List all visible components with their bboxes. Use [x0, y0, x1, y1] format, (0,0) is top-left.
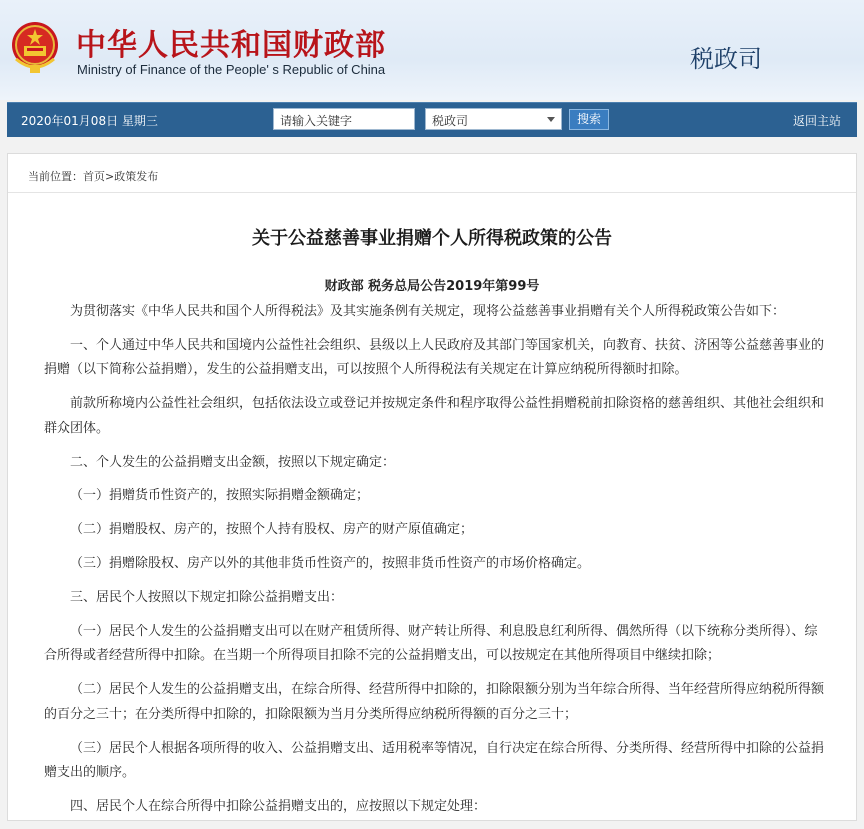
ministry-name-en: Ministry of Finance of the People' s Republic of China — [77, 62, 386, 77]
paragraph: 三、居民个人按照以下规定扣除公益捐赠支出： — [70, 590, 344, 606]
paragraph: （二）捐赠股权、房产的，按照个人持有股权、房产的财产原值确定； — [70, 522, 474, 538]
chevron-down-icon — [547, 117, 555, 122]
breadcrumb-divider — [8, 192, 856, 193]
paragraph: 二、个人发生的公益捐赠支出金额，按照以下规定确定： — [70, 454, 396, 470]
paragraph: （三）捐赠除股权、房产以外的其他非货币性资产的，按照非货币性资产的市场价格确定。 — [70, 556, 591, 572]
article-body — [44, 300, 824, 829]
paragraph: 为贯彻落实《中华人民共和国个人所得税法》及其实施条例有关规定，现将公益慈善事业捐赠有关个人所得税政策公告如下： — [70, 304, 786, 319]
search-button[interactable]: 搜索 — [569, 109, 609, 130]
paragraph: 一、个人通过中华人民共和国境内公益性社会组织、县级以上人民政府及其部门等国家机关，向教育、扶贫、济困等公益慈善事业的捐赠（以下简称公益捐赠），发生的公益捐赠支出，可以按照个人所得税法有关规定在计算应纳税所得额时扣除。 — [44, 337, 825, 378]
department-select[interactable] — [425, 108, 562, 130]
department-select-value: 税政司 — [432, 114, 469, 128]
department-name: 税政司 — [690, 45, 762, 73]
paragraph: 前款所称境内公益性社会组织，包括依法设立或登记并按规定条件和程序取得公益性捐赠税前扣除资格的慈善组织、其他社会组织和群众团体。 — [44, 396, 825, 436]
breadcrumb[interactable]: 当前位置：首页>政策发布 — [28, 170, 159, 183]
article-title: 关于公益慈善事业捐赠个人所得税政策的公告 — [252, 228, 612, 249]
top-nav-bar — [7, 102, 857, 137]
document-number: 财政部 税务总局公告2019年第99号 — [324, 279, 540, 294]
search-input[interactable]: 请输入关键字 — [273, 108, 415, 130]
paragraph: （三）居民个人根据各项所得的收入、公益捐赠支出、适用税率等情况，自行决定在综合所得、分类所得、经营所得中扣除的公益捐赠支出的顺序。 — [44, 740, 825, 781]
return-main-site-link[interactable]: 返回主站 — [792, 114, 841, 128]
ministry-name-cn: 中华人民共和国财政部 — [76, 28, 386, 63]
paragraph: （一）捐赠货币性资产的，按照实际捐赠金额确定； — [70, 488, 370, 504]
paragraph: （二）居民个人发生的公益捐赠支出，在综合所得、经营所得中扣除的，扣除限额分别为当年综合所得、当年经营所得应纳税所得额的百分之三十；在分类所得中扣除的，扣除限额为当月分类所得应纳税所得额的百分之三十； — [44, 682, 825, 722]
national-emblem-icon — [10, 19, 60, 75]
paragraph: 四、居民个人在综合所得中扣除公益捐赠支出的，应按照以下规定处理： — [70, 799, 487, 814]
site-header — [0, 0, 864, 100]
paragraph: （一）居民个人发生的公益捐赠支出可以在财产租赁所得、财产转让所得、利息股息红利所得、偶然所得（以下统称分类所得）、综合所得或者经营所得中扣除。在当期一个所得项目扣除不完的公益捐赠支出，可以按规定在其他所得项目中继续扣除； — [44, 624, 818, 664]
article-panel — [7, 153, 857, 821]
current-date: 2020年01月08日 星期三 — [21, 114, 158, 128]
